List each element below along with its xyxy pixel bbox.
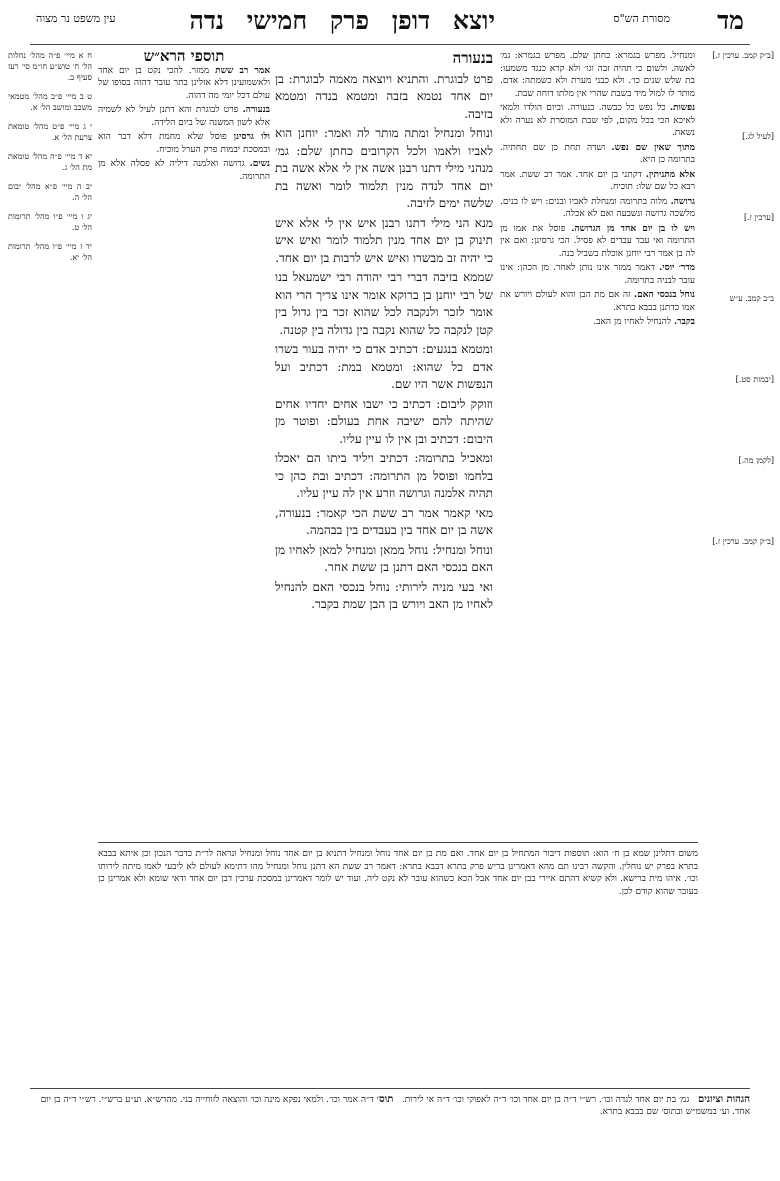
ein-mishpat-entry: יב ה מיי׳ פ״א מהל׳ יבום הל׳ ה. <box>8 182 92 202</box>
rashi-dibur-hamatchil: ויש לו בן יום אחד מן הגרושה. <box>571 223 695 234</box>
masoret-entry: [לעיל לג.] <box>742 132 774 141</box>
tosafot-text: ממזר. להכי נקט בן יום אחד ולאשמועינן דלא אזלינן בתר עובר דהוה בסופו של עולם דכל יומי מה דהוה. <box>98 65 270 101</box>
running-title: יוצא דופן פרק חמישי נדה <box>189 6 495 35</box>
gemara-paragraph: ומטמא בנגעים: דכתיב אדם כי יהיה בעור בשרו אדם כל שהוא: ומטמא במת: דכתיב ועל הנפשות אשר היו שם. <box>275 342 493 391</box>
rashi-text: כל נפש כל כבשה. כנעורה. וביום הולדו ולמאי לאיכא הכי בכל מקום, לפי שבת המוסרת לא נערה ולא נשאת. <box>500 103 695 138</box>
rashi-dibur-hamatchil: בקבר. <box>673 317 695 327</box>
masoret-entry: [לקמן מה.] <box>738 456 774 465</box>
masoret-hashas-margin <box>700 50 774 830</box>
gemara-paragraph: וזוקק ליבום: דכתיב כי ישבו אחים יחדיו אחים שהיתה להם ישיבה אחת בעולם: ופוטר מן היבום: דכתיב ובן אין לו עיין עליו. <box>275 396 493 446</box>
page-header <box>0 4 780 44</box>
rashi-paragraph <box>500 102 695 140</box>
body-bottom-rule <box>98 842 698 843</box>
rashi-text: דקתני בן יום אחד. אמר רב ששת. אמר רבא כל שם שלו: תוכיח. <box>500 169 695 192</box>
tosafot-commentary <box>98 50 270 840</box>
tosafot-dibur-hamatchil: אמר רב ששת <box>215 65 270 76</box>
ein-mishpat-entry: ט ב מיי׳ פ״ב מהל׳ מטמאי משכב ומושב הל׳ א. <box>8 92 92 112</box>
footer-center-text: גמ׳ בת יום אחד לנדה וכו׳. רש״י ד״ה בן יום אחד וכו׳ ד״ה לאפוקי וכו׳ ד״ה אי לירות. <box>401 1095 690 1105</box>
tosafot-dibur-hamatchil: ולו גרסינן <box>233 132 270 142</box>
rashi-paragraph <box>500 262 695 287</box>
masoret-entry: [ב״ק קמב. ערכין ז.] <box>712 537 774 546</box>
rashi-text: מלוה בתרומה ומנחלת לאביו ובנים: ויש לו בנים. מלשכה גרושה ונשבעה ואם לא אכלה. <box>500 196 695 219</box>
rashi-text: ומנחיל. מפרש בגמרא: כחתן שלם. מפרש בגמרא: גמ׳ לאשה. ולשום כי תהיה זבה וגו׳ ולא קרא כנגד משמעו: בת שלש שנים כו׳. ולא כבני מערת ולא כשמתה: אדם. מותר לו למול מיד בשבת שהרי אין מלתו דוחה שבת. <box>500 51 695 99</box>
ein-mishpat-entry: יד ז מיי׳ פ״ו מהל׳ תרומות הל׳ יא. <box>8 242 92 262</box>
rashi-dibur-hamatchil: מתוך שאין שם נפש. <box>611 142 695 153</box>
footer-rule <box>30 1088 750 1089</box>
ein-mishpat-entry: י ג מיי׳ פ״ט מהל׳ טומאת צרעת הל׳ א. <box>8 122 92 142</box>
tosafot-title: תוספי הרא״ש <box>143 50 225 65</box>
rashi-commentary <box>500 50 695 840</box>
masoret-entry: [ב״ק קמב. ערכין ז.] <box>712 51 774 60</box>
rashi-paragraph <box>500 223 695 261</box>
footer-right-text: ד״ה אמר וכו׳. ולמאי נפקא מינה וכו׳ והוצאה לזוחייה בני. מהרש״א. וע״ע ברש״י. רש״י ד״ה בן יום אחד. וע׳ במשמ״ש ובתוס׳ שם בבבא בתרא. <box>40 1095 750 1117</box>
rashi-paragraph <box>500 50 695 100</box>
header-rule <box>30 44 750 45</box>
rashi-paragraph <box>500 169 695 194</box>
rashi-dibur-hamatchil: מדר׳ יוסי. <box>659 263 695 273</box>
tosafot-text: פוסל שלא מחמת דלא דבר הוא ובמסכת יבמות פרק הערל מוכיח. <box>98 132 270 155</box>
ein-mishpat-entry: יג ו מיי׳ פ״ו מהל׳ תרומות הל׳ ט. <box>8 212 92 232</box>
gemara-opening <box>275 50 493 69</box>
bottom-commentary-text: משום דתלינן שמא בן ח׳ הוא: תוספות דיבור המתחיל בן יום אחד. ואם מת בן יום אחד נוחל ומנחיל דתניא בן יום אחד נוחל ומנחיל ונראה לר״ת כדבר הנכון וכן איתא בבבא בתרא בפרק יש נוחלין. והקשה רבינו תם מהא דאמרינן בריש פרק בתרא דבבא בתרא: דאמר רב ששת הא דתנן נוחל ומנחיל מהו דתימא לעולם לא ליבעי לאמו מיתה לירותו וכו׳. איהו מית ברישא. ולא קשיא דהתם איירי בבן יום אחד אבל הכא כשהוא עובר לא נקט ליה. ועוד יש לומר דאמרינן במסכת ערכין דבן יום אחד ודאי שומא ולא אמרינן כן בעובר שהוא קודם לכן. <box>98 849 698 897</box>
gemara-paragraph: ונוחל ומנחיל ומתה מותר לה ואמר: יוחנן הוא לאביו ולאמו ולכל הקרובים כחתן שלם: גמ׳ מנהני מילי דתנו רבנן אשה אין לי אלא אשה בת יום אחד לנדה מנין תלמוד לומר ואשה בת שלשה ימים לזיבה. <box>275 126 493 210</box>
gemara-opening-word: בנעורה <box>452 50 493 67</box>
rashi-text: זה אם מת הבן והוא לעולם ויורש את אמו כדתנן בבבא בתרא. <box>500 290 695 313</box>
rashi-dibur-hamatchil: אלא מתניתין. <box>645 169 695 180</box>
gemara-paragraph: מאי קאמר אמר רב ששת הכי קאמר: בנעורה, אשה בן יום אחד בין בעבדים בין בבהמה. <box>275 505 493 537</box>
masoret-entry: [ערכין ז.] <box>743 213 774 222</box>
ein-mishpat-entry: יא ד מיי׳ פ״ה מהל׳ טומאת מת הל׳ ג. <box>8 152 92 172</box>
gemara-paragraph: ונוחל ומנחיל: נוחל ממאן ומנחיל למאן לאחיו מן האם בנכסי האם דתנן בן ששת אחר. <box>275 542 493 574</box>
ein-mishpat-margin <box>8 50 92 610</box>
footer-title: הגהות וציונים <box>697 1094 750 1105</box>
rashi-text: פוסל את אמו מן התרומה ואי עבד עבדים לא פסיל. הכי גרסינן: ואם אין לה בן אמר רבי יוחנן אוכלת בשביל בנה. <box>500 223 695 259</box>
rashi-text: ושדה תחת כן שם תחתיה. בתרומה כן היא. <box>500 142 695 165</box>
gemara-paragraph: ומאכיל בתרומה: דכתיב ויליד ביתו הם יאכלו בלחמו ופוסל מן התרומה: דכתיב ובת כהן כי תהיה אלמנה וגרושה וזרע אין לה עיין עליו. <box>275 451 493 500</box>
gemara-paragraph: מנא הני מילי דתנו רבנן איש אין לי אלא איש תינוק בן יום אחד מנין תלמוד לומר ואיש איש כי יהיה זב מבשרו ואיש איש לרבות בן יום אחד. <box>275 215 493 265</box>
footer-glosses <box>30 1094 750 1174</box>
rashi-paragraph <box>500 316 695 329</box>
masoret-entry: ב״ב קמב. ע״ש <box>729 294 774 303</box>
tosafot-paragraph <box>98 104 270 129</box>
tosafot-dibur-hamatchil: נשים. <box>249 159 270 169</box>
bottom-commentary <box>98 848 698 1078</box>
rashi-paragraph <box>500 142 695 167</box>
footer-tosafot-label: תוס׳ <box>376 1094 394 1105</box>
tosafot-paragraph <box>98 158 270 183</box>
ein-mishpat-label: עין משפט נר מצוה <box>36 12 116 25</box>
rashi-text: דאמר ממזר אינו נותן לאחר. מן הכהן: אינו עובר לבניה בתרומה. <box>500 263 695 286</box>
rashi-dibur-hamatchil: נוחל בנכסי האם. <box>633 290 695 300</box>
tosafot-paragraph <box>98 131 270 156</box>
tosafot-dibur-hamatchil: בנעורה. <box>242 105 270 115</box>
page-number: מד <box>717 6 744 35</box>
tosafot-text: פרט לבוגרת והא דתנן לעיל לא לשמיה אלא לשון המשנה של ביום הלידה. <box>98 105 270 128</box>
rashi-paragraph <box>500 196 695 221</box>
rashi-paragraph <box>500 289 695 314</box>
gemara-paragraph: ואי בעי מניה לירותי: נוחל בנכסי האם להנחיל לאחיו מן האב ויורש בן הבן שמת בקבר. <box>275 579 493 611</box>
gemara-text <box>275 50 493 840</box>
masoret-entry: [יבמות סט.] <box>735 375 774 384</box>
rashi-dibur-hamatchil: גרושה. <box>670 196 695 207</box>
rashi-dibur-hamatchil: נפשות. <box>669 103 695 113</box>
ein-mishpat-entry: ח א מיי׳ פ״ה מהל׳ נחלות הל׳ ח׳ טוש״ע חו״מ סי׳ רעז סעיף ב. <box>8 51 92 82</box>
rashi-text: להנחיל לאחיו מן האב. <box>593 317 672 327</box>
tosafot-paragraph <box>98 65 270 103</box>
gemara-paragraph: שממא בזיבה דברי רבי יהודה רבי ישמעאל בנו של רבי יוחנן בן ברוקא אומר אינו צריך הרי הוא אומר לזכר ולנקבה לכל שהוא זכר בין גדול בין קטן לנקבה כל שהוא נקבה בין גדולה בין קטנה. <box>275 270 493 337</box>
masoret-label: מסורת הש"ס <box>613 12 670 25</box>
gemara-paragraph: פרט לבוגרת. והתניא ויוצאה מאמה לבוגרת: בן יום אחד נטמא בזבה ומטמא בנדה ומטמא בזיבה. <box>275 71 493 121</box>
tosafot-text: גרושה ואלמנה דיליה לא פסלה אלא מן התרומה. <box>98 159 270 182</box>
